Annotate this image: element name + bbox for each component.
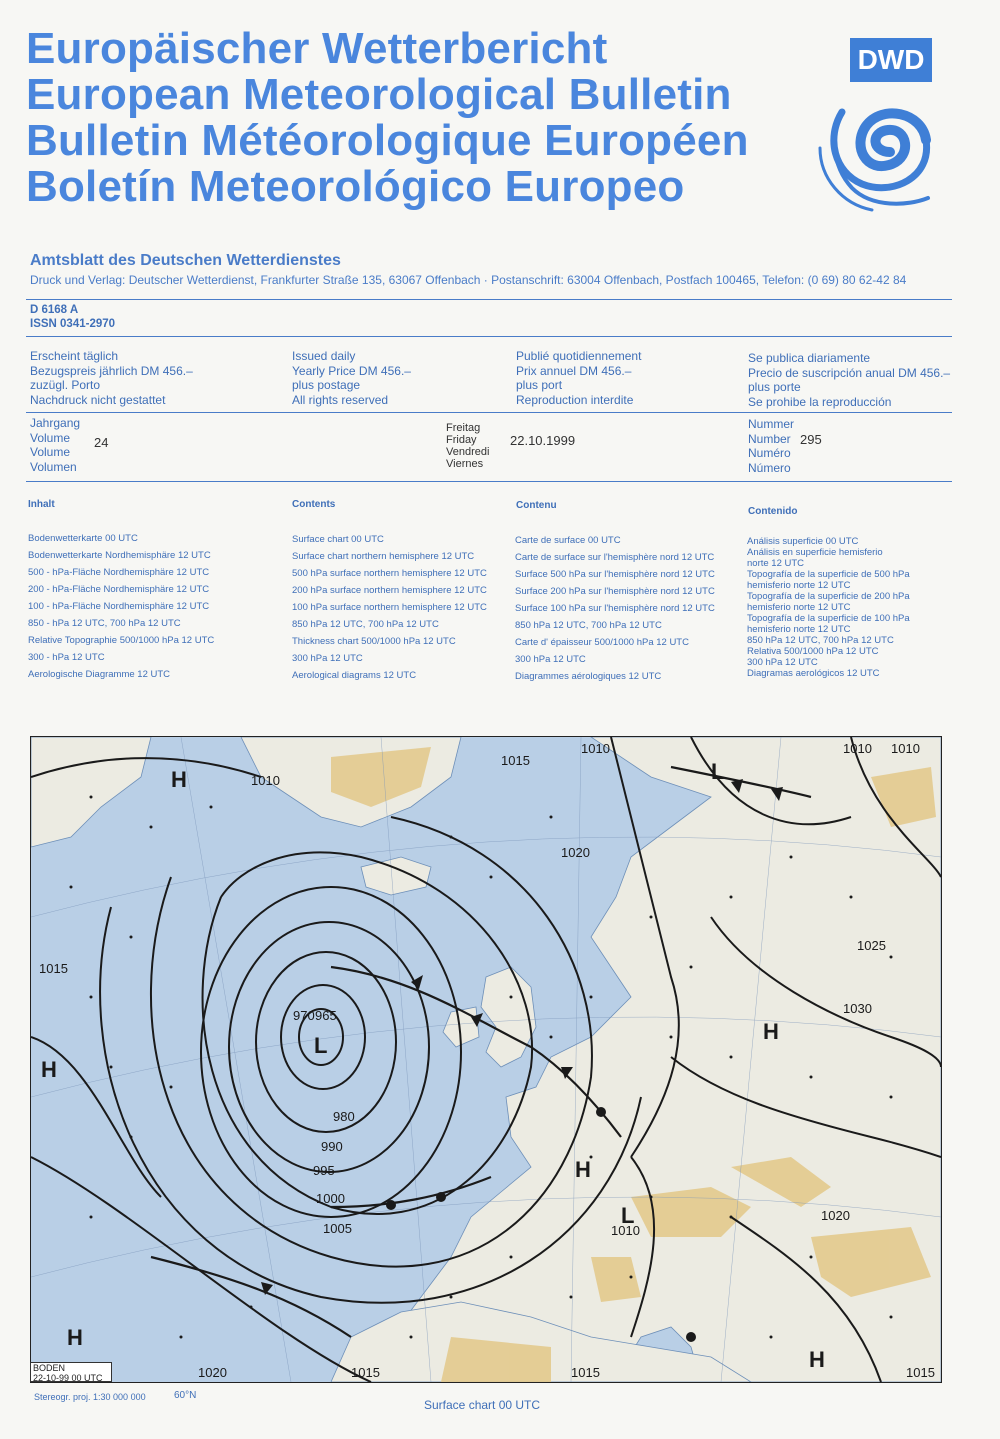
title-de: Europäischer Wetterbericht [26,24,608,73]
isobar-label: 990 [321,1139,343,1154]
volume-value: 24 [94,435,109,450]
list-item: 850 hPa 12 UTC, 700 hPa 12 UTC [292,619,439,630]
list-item: 300 hPa 12 UTC [515,654,586,665]
list-item: Relative Topographie 500/1000 hPa 12 UTC [28,635,215,646]
subscription-fr: Publié quotidiennement Prix annuel DM 456.– plus port Reproduction interdite [516,349,642,407]
isobar-label: 1000 [316,1191,345,1206]
isobar-label: 965 [315,1008,337,1023]
isobar-label: 1015 [39,961,68,976]
isobar-label: 1020 [561,845,590,860]
list-item: Relativa 500/1000 hPa 12 UTC [747,646,879,657]
publisher-address: Druck und Verlag: Deutscher Wetterdienst, Frankfurter Straße 135, 63067 Offenbach · Postanschrift: 63004 Offenbach, Postfach 100465, Telefon: (0 69) 80 62-42 84 [30,273,907,287]
isobar-label: 1010 [581,741,610,756]
list-item: 850 - hPa 12 UTC, 700 hPa 12 UTC [28,618,181,629]
list-item: 850 hPa 12 UTC, 700 hPa 12 UTC [747,635,894,646]
list-item: 300 hPa 12 UTC [747,657,818,668]
issue-number: 295 [800,432,822,447]
list-item: 500 - hPa-Fläche Nordhemisphäre 12 UTC [28,567,210,578]
title-block [26,26,749,210]
contents-list-fr [515,532,715,685]
official-gazette-title: Amtsblatt des Deutschen Wetterdienstes [30,252,341,269]
low-center-label: L [711,759,725,784]
isobar-label: 995 [313,1163,335,1178]
volume-labels: Jahrgang Volume Volume Volumen [30,416,81,474]
isobar-label: 1015 [501,753,530,768]
contents-list-en [292,531,487,684]
isobar-label: 1015 [571,1365,600,1380]
contents-list-de [28,530,214,683]
map-svg [31,737,941,1382]
high-center-label: H [171,767,187,792]
isobar-label: 1010 [843,741,872,756]
list-item: hemisferio norte 12 UTC [747,580,851,591]
title-es: Boletín Meteorológico Europeo [26,162,685,211]
latitude-note: 60°N [174,1390,197,1401]
list-item: Análisis en superficie hemisferio [747,547,883,558]
isobar-label: 1010 [891,741,920,756]
day-labels: Freitag Friday Vendredi Viernes [446,422,490,470]
dwd-logo [812,28,932,214]
list-item: Surface 500 hPa sur l'hemisphère nord 12 UTC [515,569,715,580]
isobar-label: 970 [293,1008,315,1023]
divider [26,299,952,300]
high-center-label: H [809,1347,825,1372]
list-item: Carte de surface sur l'hemisphère nord 12 UTC [515,552,715,563]
isobar-label: 1025 [857,938,886,953]
surface-chart-map [30,736,942,1383]
list-item: Diagramas aerológicos 12 UTC [747,668,880,679]
isobar-label: 1020 [821,1208,850,1223]
list-item: Topografía de la superficie de 100 hPa [747,613,910,624]
isobar-label: 1020 [198,1365,227,1380]
low-center-label: L [621,1203,635,1228]
stamp-datetime: 22-10-99 00 UTC [33,1373,103,1383]
contents-heading-en: Contents [292,499,336,510]
list-item: Carte d' épaisseur 500/1000 hPa 12 UTC [515,637,689,648]
contents-list-es [747,536,910,679]
issn: ISSN 0341-2970 [30,318,116,330]
high-center-label: H [41,1057,57,1082]
list-item: Análisis superficie 00 UTC [747,536,859,547]
low-center-label: L [314,1033,328,1058]
high-center-label: H [67,1325,83,1350]
subscription-de: Erscheint täglich Bezugspreis jährlich DM 456.– zuzügl. Porto Nachdruck nicht gestattet [30,349,193,407]
list-item: 300 hPa 12 UTC [292,653,363,664]
list-item: norte 12 UTC [747,558,805,569]
list-item: 500 hPa surface northern hemisphere 12 UTC [292,568,487,579]
issue-date: 22.10.1999 [510,433,576,448]
isobar-label: 1010 [251,773,280,788]
list-item: Carte de surface 00 UTC [515,535,621,546]
high-center-label: H [575,1157,591,1182]
list-item: Diagrammes aérologiques 12 UTC [515,671,662,682]
dwd-logo-text: DWD [850,38,932,82]
list-item: 200 - hPa-Fläche Nordhemisphäre 12 UTC [28,584,210,595]
list-item: 100 - hPa-Fläche Nordhemisphäre 12 UTC [28,601,210,612]
list-item: Surface chart northern hemisphere 12 UTC [292,551,475,562]
list-item: Surface 200 hPa sur l'hemisphère nord 12 UTC [515,586,715,597]
stamp-type: BODEN [33,1363,66,1373]
divider [26,412,952,413]
divider [26,336,952,337]
list-item: Aerologische Diagramme 12 UTC [28,669,171,680]
list-item: 300 - hPa 12 UTC [28,652,105,663]
title-en: European Meteorological Bulletin [26,70,732,119]
list-item: Surface chart 00 UTC [292,534,384,545]
list-item: Surface 100 hPa sur l'hemisphère nord 12 UTC [515,603,715,614]
spiral-icon [812,28,932,214]
subscription-es: Se publica diariamente Precio de suscripción anual DM 456.– plus porte Se prohibe la reproducción [748,351,951,409]
number-labels: Nummer Number Numéro Número [748,417,795,475]
subscription-en: Issued daily Yearly Price DM 456.– plus postage All rights reserved [292,349,411,407]
list-item: Bodenwetterkarte 00 UTC [28,533,138,544]
high-center-label: H [763,1019,779,1044]
title-fr: Bulletin Météorologique Européen [26,116,749,165]
map-caption: Surface chart 00 UTC [424,1398,541,1412]
isobar-label: 1010 [611,1223,640,1238]
contents-heading-fr: Contenu [516,500,557,511]
list-item: Topografía de la superficie de 200 hPa [747,591,910,602]
list-item: Aerological diagrams 12 UTC [292,670,417,681]
projection-note: Stereogr. proj. 1:30 000 000 [34,1392,146,1402]
list-item: Thickness chart 500/1000 hPa 12 UTC [292,636,456,647]
contents-heading-de: Inhalt [28,499,55,510]
list-item: 850 hPa 12 UTC, 700 hPa 12 UTC [515,620,662,631]
list-item: Topografía de la superficie de 500 hPa [747,569,910,580]
list-item: 200 hPa surface northern hemisphere 12 UTC [292,585,487,596]
divider [26,481,952,482]
list-item: hemisferio norte 12 UTC [747,602,851,613]
d-number: D 6168 A [30,304,79,316]
chart-stamp [30,1362,112,1382]
isobar-label: 1015 [906,1365,935,1380]
isobar-label: 1015 [351,1365,380,1380]
list-item: Bodenwetterkarte Nordhemisphäre 12 UTC [28,550,211,561]
isobar-label: 1030 [843,1001,872,1016]
list-item: hemisferio norte 12 UTC [747,624,851,635]
contents-heading-es: Contenido [748,506,798,517]
list-item: 100 hPa surface northern hemisphere 12 UTC [292,602,487,613]
isobar-label: 980 [333,1109,355,1124]
isobar-label: 1005 [323,1221,352,1236]
